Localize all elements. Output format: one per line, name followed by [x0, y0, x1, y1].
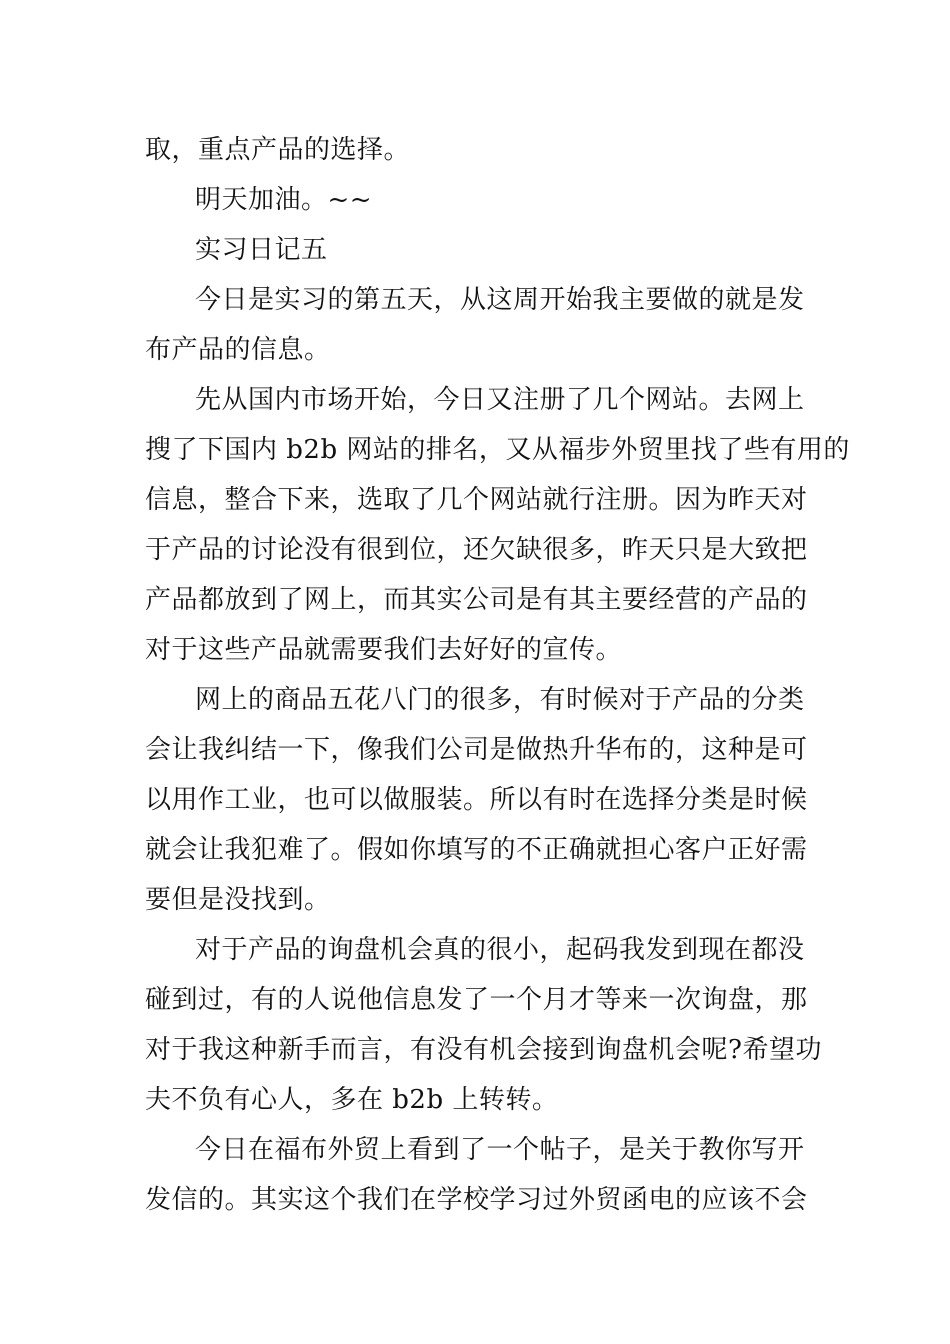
- text-line: 产品都放到了网上，而其实公司是有其主要经营的产品的: [145, 585, 808, 615]
- text-line: 先从国内市场开始，今日又注册了几个网站。去网上: [195, 385, 805, 415]
- text-line: 搜了下国内 b2b 网站的排名，又从福步外贸里找了些有用的: [145, 435, 850, 465]
- text-line: 夫不负有心人，多在 b2b 上转转。: [145, 1085, 559, 1115]
- text-line: 碰到过，有的人说他信息发了一个月才等来一次询盘，那: [145, 985, 808, 1015]
- text-line: 要但是没找到。: [145, 885, 331, 915]
- text-line: 明天加油。~~: [195, 185, 373, 215]
- text-line: 今日是实习的第五天，从这周开始我主要做的就是发: [195, 285, 805, 315]
- text-line: 信息，整合下来，选取了几个网站就行注册。因为昨天对: [145, 485, 808, 515]
- text-line: 发信的。其实这个我们在学校学习过外贸函电的应该不会: [145, 1185, 808, 1215]
- section-heading: 实习日记五: [195, 235, 328, 265]
- text-line: 对于我这种新手而言，有没有机会接到询盘机会呢?希望功: [145, 1035, 822, 1065]
- text-line: 取，重点产品的选择。: [145, 135, 411, 165]
- text-line: 对于这些产品就需要我们去好好的宣传。: [145, 635, 623, 665]
- text-line: 布产品的信息。: [145, 335, 331, 365]
- text-line: 会让我纠结一下，像我们公司是做热升华布的，这种是可: [145, 735, 808, 765]
- text-line: 今日在福布外贸上看到了一个帖子，是关于教你写开: [195, 1135, 805, 1165]
- text-line: 以用作工业，也可以做服装。所以有时在选择分类是时候: [145, 785, 808, 815]
- text-line: 网上的商品五花八门的很多，有时候对于产品的分类: [195, 685, 805, 715]
- text-line: 就会让我犯难了。假如你填写的不正确就担心客户正好需: [145, 835, 808, 865]
- text-line: 于产品的讨论没有很到位，还欠缺很多，昨天只是大致把: [145, 535, 808, 565]
- text-line: 对于产品的询盘机会真的很小，起码我发到现在都没: [195, 935, 805, 965]
